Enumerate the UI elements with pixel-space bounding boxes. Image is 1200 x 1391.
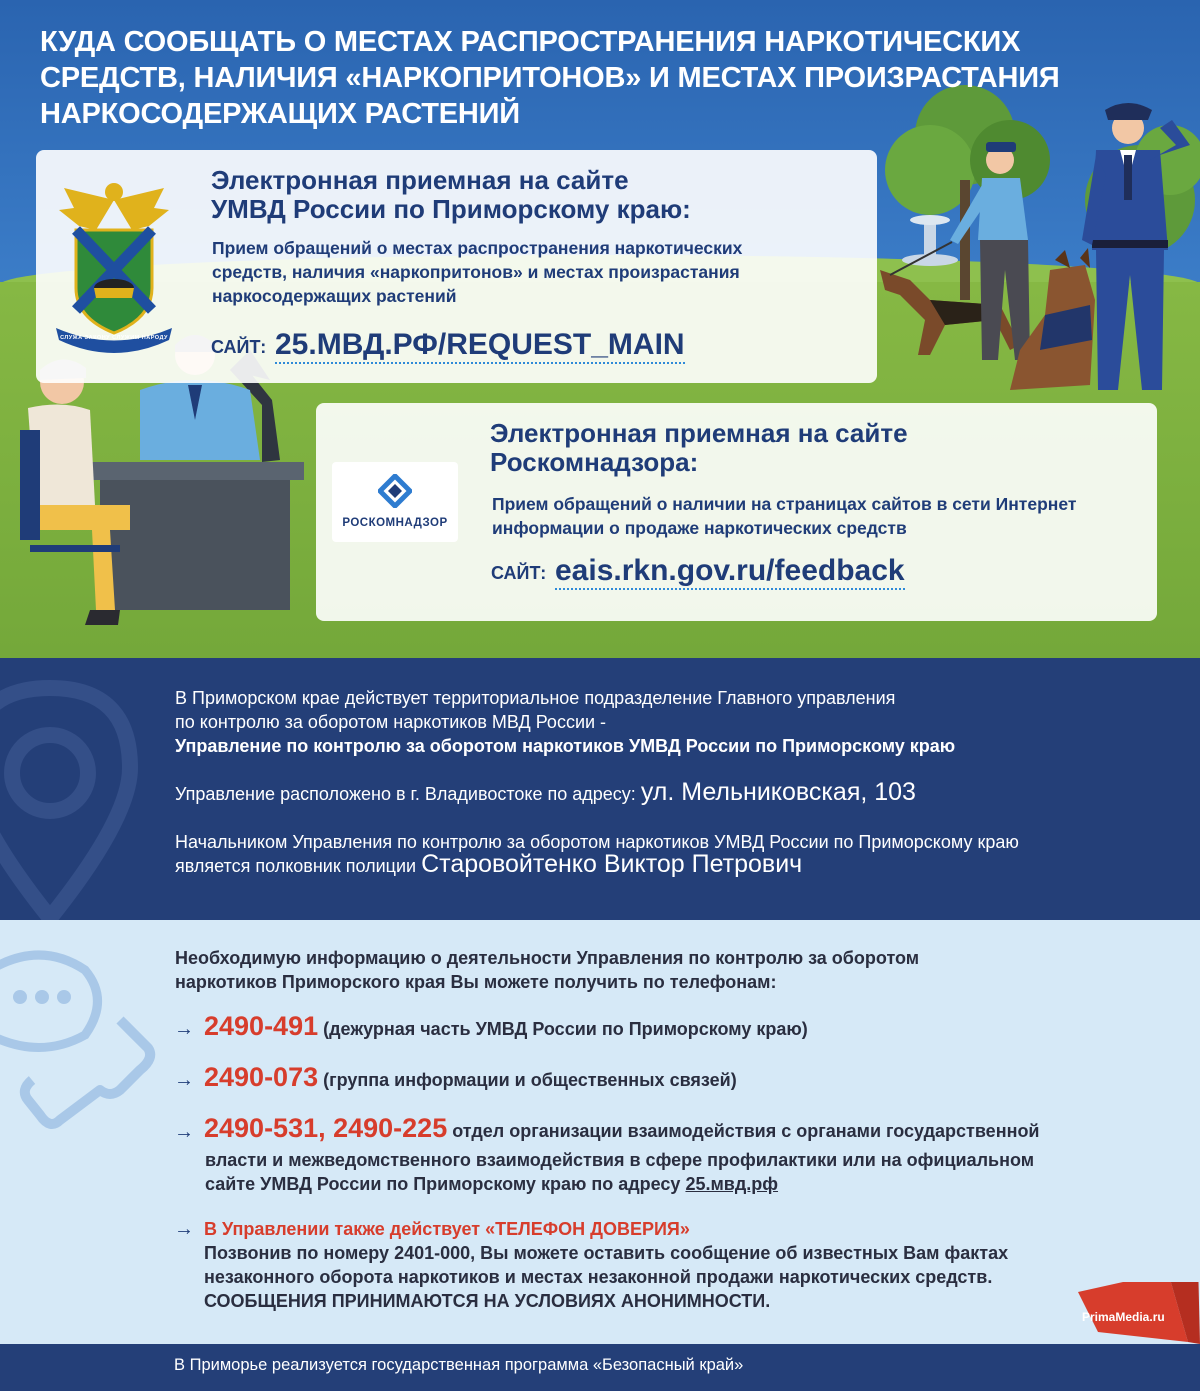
umvd-desc-line1: Прием обращений о местах распространения наркотических bbox=[212, 238, 743, 258]
page-title: КУДА СООБЩАТЬ О МЕСТАХ РАСПРОСТРАНЕНИЯ НАРКОТИЧЕСКИХ СРЕДСТВ, НАЛИЧИЯ «НАРКОПРИТОНОВ» И МЕСТАХ ПРОИЗРАСТАНИЯ НАРКОСОДЕРЖАЩИХ РАСТЕНИЙ bbox=[40, 26, 1060, 130]
umvd-card bbox=[36, 150, 877, 383]
footer bbox=[0, 1344, 1200, 1391]
trust-line1: Позвонив по номеру 2401-000, Вы можете оставить сообщение об известных Вам фактах bbox=[204, 1243, 1009, 1263]
address-value: ул. Мельниковская, 103 bbox=[640, 778, 916, 806]
mvd-site-link[interactable]: 25.мвд.рф bbox=[685, 1174, 779, 1194]
chief-line2 bbox=[175, 852, 802, 878]
division-section bbox=[0, 658, 1200, 920]
umvd-desc-line2: средств, наличия «наркопритонов» и местах произрастания bbox=[212, 262, 740, 282]
phone-item-2 bbox=[204, 1062, 737, 1092]
chief-line1: Начальником Управления по контролю за оборотом наркотиков УМВД России по Приморскому краю bbox=[175, 832, 1019, 852]
rkn-logo bbox=[332, 462, 458, 542]
rkn-site-label: САЙТ: bbox=[491, 563, 547, 583]
arrow-icon: → bbox=[174, 1069, 194, 1091]
contacts-section bbox=[0, 920, 1200, 1344]
umvd-site-link[interactable]: 25.МВД.РФ/REQUEST_MAIN bbox=[275, 328, 685, 364]
arrow-icon: → bbox=[174, 1121, 194, 1143]
brand-logo[interactable]: PrimaMedia.ru bbox=[1082, 1310, 1165, 1324]
trust-line2: незаконного оборота наркотиков и местах незаконной продажи наркотических средств. bbox=[204, 1267, 993, 1287]
rkn-desc-line1: Прием обращений о наличии на страницах сайтов в сети Интернет bbox=[492, 494, 1077, 514]
phone-item-1 bbox=[204, 1011, 808, 1041]
division-line2: по контролю за оборотом наркотиков МВД России - bbox=[175, 712, 607, 732]
emblem-ribbon-text: СЛУЖА ЗАКОНУ СЛУЖИМ НАРОДУ bbox=[60, 335, 168, 341]
arrow-icon: → bbox=[174, 1218, 194, 1240]
emblem-icon bbox=[54, 178, 174, 353]
division-line3: Управление по контролю за оборотом наркотиков УМВД России по Приморскому краю bbox=[175, 736, 956, 756]
umvd-heading-line1: Электронная приемная на сайте bbox=[211, 165, 629, 195]
rkn-heading-line1: Электронная приемная на сайте bbox=[490, 418, 908, 448]
arrow-icon: → bbox=[174, 1018, 194, 1040]
footer-text: В Приморье реализуется государственная программа «Безопасный край» bbox=[174, 1356, 744, 1374]
hero-section bbox=[0, 0, 1200, 658]
rkn-logo-icon bbox=[378, 474, 412, 508]
address-line bbox=[175, 780, 916, 806]
location-pin-icon bbox=[0, 678, 160, 920]
phone-chat-icon bbox=[0, 940, 170, 1150]
rkn-heading-line2: Роскомнадзора: bbox=[490, 447, 699, 477]
contacts-intro-line1: Необходимую информацию о деятельности Управления по контролю за оборотом bbox=[175, 948, 920, 968]
rkn-desc-line2: информации о продаже наркотических средств bbox=[492, 518, 907, 538]
contacts-intro-line2: наркотиков Приморского края Вы можете получить по телефонам: bbox=[175, 972, 777, 992]
trust-phone-heading bbox=[204, 1217, 690, 1241]
trust-prefix: В Управлении также действует bbox=[204, 1219, 481, 1239]
trust-name: «ТЕЛЕФОН ДОВЕРИЯ» bbox=[485, 1219, 690, 1239]
phone-item-3-line3 bbox=[205, 1172, 778, 1196]
phone-number[interactable]: 2490-073 bbox=[204, 1062, 319, 1092]
phone-number[interactable]: 2490-491 bbox=[204, 1011, 319, 1041]
phone-desc: отдел организации взаимодействия с органами государственной bbox=[452, 1121, 1040, 1141]
chief-name: Старовойтенко Виктор Петрович bbox=[421, 850, 803, 878]
umvd-desc-line3: наркосодержащих растений bbox=[212, 286, 457, 306]
rkn-site-link[interactable]: eais.rkn.gov.ru/feedback bbox=[555, 554, 905, 590]
rkn-logo-text: РОСКОМНАДЗОР bbox=[342, 517, 448, 529]
police-officer-saluting-illustration bbox=[1000, 100, 1200, 400]
umvd-heading-line2: УМВД России по Приморскому краю: bbox=[211, 194, 691, 224]
phone-item-3 bbox=[204, 1113, 1040, 1143]
phone-desc: (группа информации и общественных связей) bbox=[323, 1070, 737, 1090]
division-line1: В Приморском крае действует территориальное подразделение Главного управления bbox=[175, 688, 896, 708]
address-prefix: Управление расположено в г. Владивостоке по адресу: bbox=[175, 784, 636, 804]
phone-number[interactable]: 2490-531, 2490-225 bbox=[204, 1113, 448, 1143]
phone-item-3-line2: власти и межведомственного взаимодействия в сфере профилактики или на официальном bbox=[205, 1150, 1035, 1170]
umvd-site-label: САЙТ: bbox=[211, 337, 267, 357]
site-prefix: сайте УМВД России по Приморскому краю по адресу bbox=[205, 1174, 681, 1194]
trust-line3: СООБЩЕНИЯ ПРИНИМАЮТСЯ НА УСЛОВИЯХ АНОНИМНОСТИ. bbox=[204, 1291, 771, 1311]
phone-desc: (дежурная часть УМВД России по Приморскому краю) bbox=[323, 1019, 808, 1039]
chief-prefix: является полковник полиции bbox=[175, 856, 417, 876]
